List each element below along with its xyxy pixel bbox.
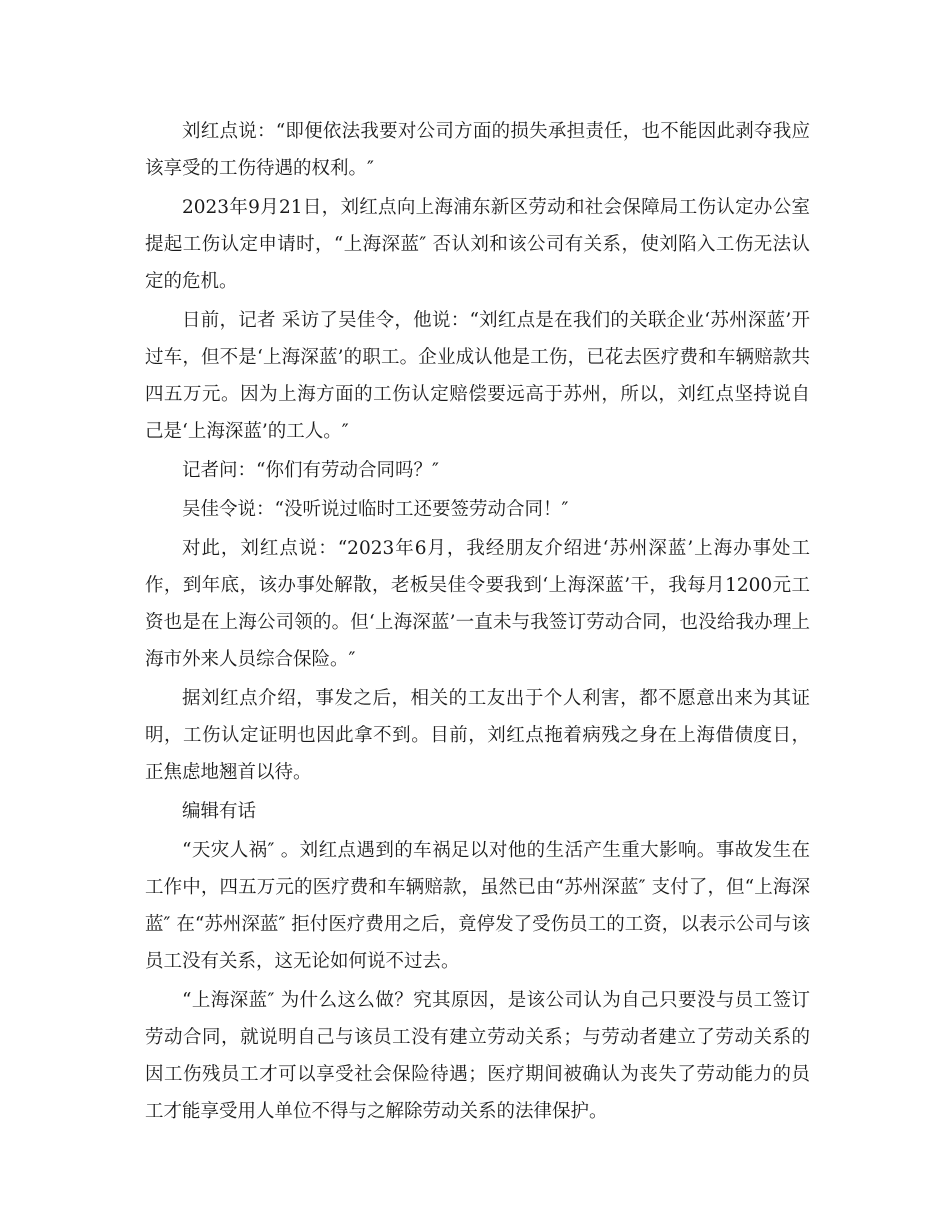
- paragraph: 2023年9月21日，刘红点向上海浦东新区劳动和社会保障局工伤认定办公室提起工伤认定申请时，“上海深蓝″ 否认刘和该公司有关系，使刘陷入工伤无法认定的危机。: [145, 197, 810, 292]
- document-body: [145, 113, 810, 1132]
- section-heading: 编辑有话: [182, 801, 257, 822]
- paragraph: “上海深蓝″ 为什么这么做？究其原因，是该公司认为自己只要没与员工签订劳动合同，就说明自己与该员工没有建立劳动关系；与劳动者建立了劳动关系的因工伤残员工才可以享受社会保险待遇；医疗期间被确认为丧失了劳动能力的员工才能享受用人单位不得与之解除劳动关系的法律保护。: [145, 990, 810, 1122]
- paragraph: 刘红点说：“即便依法我要对公司方面的损失承担责任，也不能因此剥夺我应该享受的工伤待遇的权利。″: [145, 121, 810, 179]
- paragraph: 日前，记者 采访了吴佳令，他说：“刘红点是在我们的关联企业‘苏州深蓝’开过车，但不是‘上海深蓝’的职工。企业成认他是工伤，已花去医疗费和车辆赔款共四五万元。因为上海方面的工伤认定赔偿要远高于苏州，所以，刘红点坚持说自己是‘上海深蓝’的工人。″: [145, 310, 810, 442]
- paragraph: 据刘红点介绍，事发之后，相关的工友出于个人利害，都不愿意出来为其证明，工伤认定证明也因此拿不到。目前，刘红点拖着病残之身在上海借债度日，正焦虑地翘首以待。: [145, 688, 810, 783]
- paragraph: 记者问：“你们有劳动合同吗？″: [182, 460, 439, 481]
- paragraph: 对此，刘红点说：“2023年6月，我经朋友介绍进‘苏州深蓝’上海办事处工作，到年底，该办事处解散，老板吴佳令要我到‘上海深蓝’干，我每月1200元工资也是在上海公司领的。但‘上海深蓝’一直未与我签订劳动合同，也没给我办理上海市外来人员综合保险。″: [145, 538, 810, 670]
- paragraph: 吴佳令说：“没听说过临时工还要签劳动合同！″: [182, 499, 569, 520]
- paragraph: “天灾人祸″ 。刘红点遇到的车祸足以对他的生活产生重大影响。事故发生在工作中，四五万元的医疗费和车辆赔款，虽然已由“苏州深蓝″ 支付了，但“上海深蓝″ 在“苏州深蓝″ 拒付医疗费用之后，竟停发了受伤员工的工资，以表示公司与该员工没有关系，这无论如何说不过去。: [145, 840, 810, 972]
